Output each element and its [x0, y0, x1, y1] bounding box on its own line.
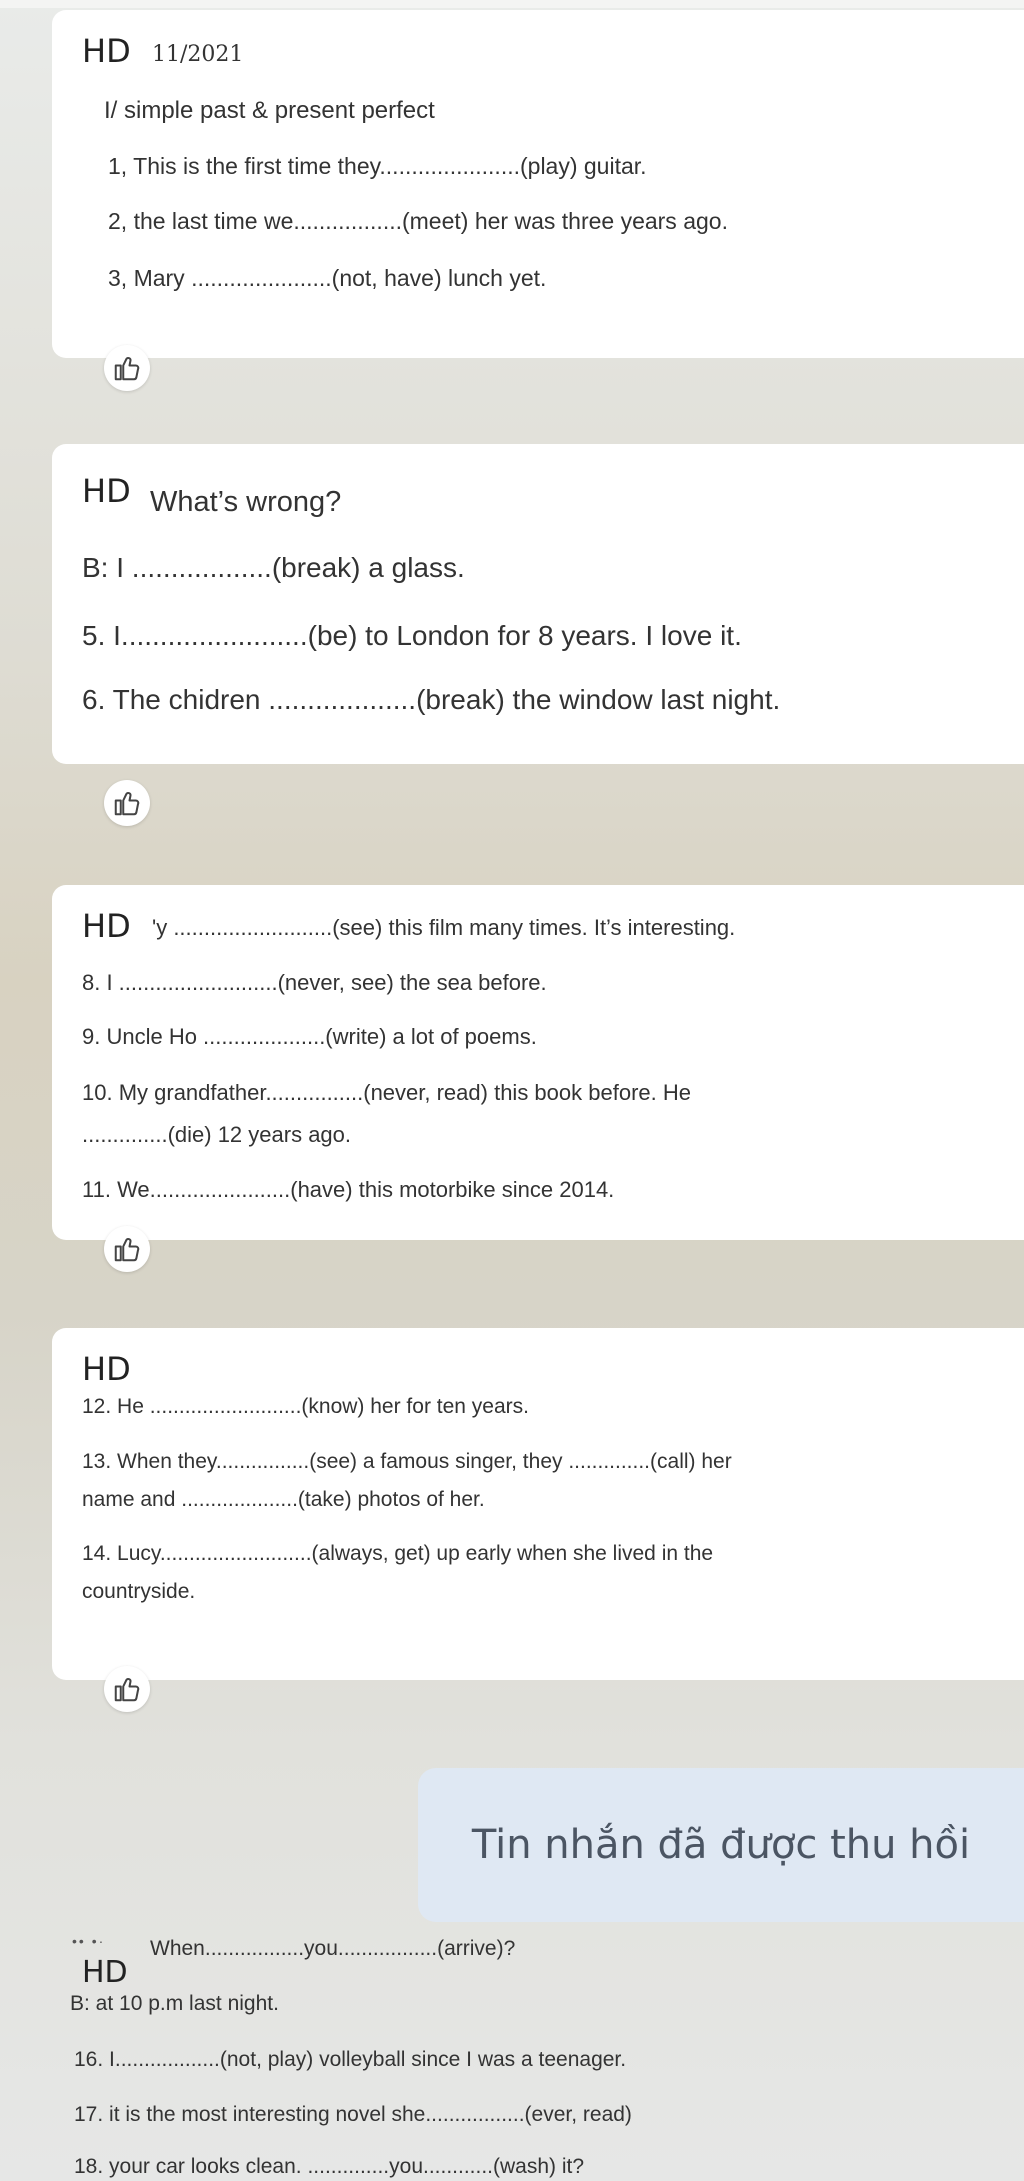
- like-button[interactable]: [104, 345, 150, 391]
- recalled-message-text: Tin nhắn đã được thu hồi: [471, 1822, 971, 1868]
- message-line: B: I ..................(break) a glass.: [82, 552, 465, 583]
- sender-name: HD: [82, 1955, 128, 1990]
- sender-name: HD: [82, 32, 131, 70]
- message-line: 18. your car looks clean. ..............you............(wash) it?: [74, 2155, 585, 2178]
- message-line: name and ....................(take) photos of her.: [82, 1488, 485, 1511]
- message-bubble-4[interactable]: [52, 1328, 1024, 1680]
- thumbs-up-icon: [112, 353, 142, 383]
- message-line: 2, the last time we.................(meet) her was three years ago.: [108, 208, 728, 234]
- message-line: 17. it is the most interesting novel she.................(ever, read): [74, 2103, 632, 2126]
- sender-name: HD: [82, 1350, 131, 1388]
- sender-name: HD: [82, 472, 131, 510]
- message-line: countryside.: [82, 1580, 196, 1603]
- message-line: 9. Uncle Ho ....................(write) a lot of poems.: [82, 1024, 537, 1049]
- message-line: 11. We.......................(have) this motorbike since 2014.: [82, 1177, 615, 1202]
- message-line: 16. I..................(not, play) volleyball since I was a teenager.: [74, 2048, 627, 2071]
- avatar: •• •·: [72, 1933, 106, 1949]
- message-line: 10. My grandfather................(never, read) this book before. He: [82, 1080, 691, 1105]
- top-edge: [0, 0, 1024, 8]
- message-line: I/ simple past & present perfect: [104, 97, 435, 124]
- message-line: 8. I ..........................(never, see) the sea before.: [82, 970, 547, 995]
- message-line: 14. Lucy..........................(always, get) up early when she lived in the: [82, 1542, 714, 1565]
- message-bubble-1[interactable]: [52, 10, 1024, 358]
- thumbs-up-icon: [112, 788, 142, 818]
- message-bubble-3[interactable]: [52, 885, 1024, 1240]
- message-line: 5. I........................(be) to London for 8 years. I love it.: [82, 620, 742, 651]
- message-line: 13. When they................(see) a famous singer, they ..............(call) her: [82, 1450, 732, 1473]
- message-line: 6. The chidren ...................(break) the window last night.: [82, 684, 781, 715]
- like-button[interactable]: [104, 1226, 150, 1272]
- recalled-message: [418, 1768, 1024, 1922]
- message-line: When.................you.................(arrive)?: [150, 1937, 516, 1960]
- sender-name: HD: [82, 907, 131, 945]
- like-button[interactable]: [104, 1666, 150, 1712]
- message-date: 11/2021: [152, 42, 244, 67]
- message-line: ..............(die) 12 years ago.: [82, 1122, 352, 1147]
- message-bubble-2[interactable]: [52, 444, 1024, 764]
- message-line: 3, Mary ......................(not, have) lunch yet.: [108, 265, 547, 291]
- message-line: 12. He ..........................(know) her for ten years.: [82, 1395, 529, 1418]
- message-line: What’s wrong?: [150, 486, 342, 518]
- message-bubble-5[interactable]: [52, 1925, 1024, 2181]
- message-line: 1, This is the first time they......................(play) guitar.: [108, 153, 647, 179]
- thumbs-up-icon: [112, 1674, 142, 1704]
- thumbs-up-icon: [112, 1234, 142, 1264]
- message-line: B: at 10 p.m last night.: [70, 1992, 279, 2015]
- message-line: 'y ..........................(see) this film many times. It’s interesting.: [152, 915, 736, 940]
- like-button[interactable]: [104, 780, 150, 826]
